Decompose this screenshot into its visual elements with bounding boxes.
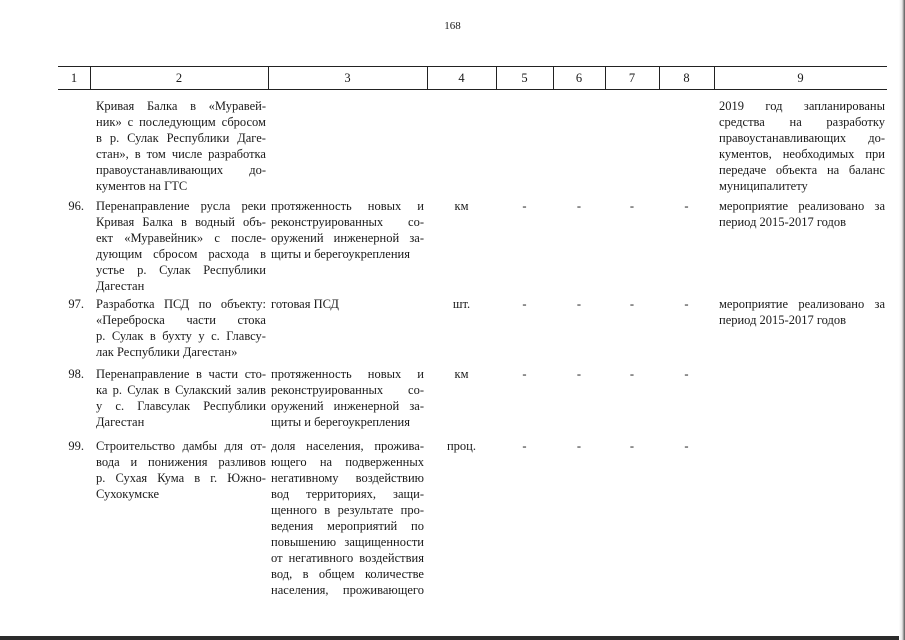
value-col6: - <box>576 367 582 381</box>
value-col5: - <box>522 199 527 213</box>
measure-description <box>96 98 266 194</box>
text-line: 2019 год запланированы <box>719 99 885 113</box>
value-col8: - <box>684 199 689 213</box>
column-header-7: 7 <box>628 71 636 85</box>
measure-description <box>96 366 266 430</box>
scan-edge-bottom <box>0 636 905 640</box>
text-line: устье р. Сулак Республики <box>96 263 266 277</box>
text-line: кументов, необходимых при <box>719 147 885 161</box>
text-line: Перенаправление в части сто- <box>96 367 266 381</box>
value-col6: - <box>576 297 582 311</box>
text-line: ведения мероприятий по <box>271 519 424 533</box>
text-line: доля населения, прожива- <box>271 439 424 453</box>
note <box>719 296 885 328</box>
text-line: Дагестан <box>96 415 145 429</box>
text-line: щиты и берегоукрепления <box>271 415 410 429</box>
text-line: муниципалитету <box>719 179 808 193</box>
column-header-8: 8 <box>683 71 690 85</box>
text-line: населения, проживающего <box>271 583 424 597</box>
text-line: оружений инженерной за- <box>271 399 424 413</box>
text-line: ющего на подверженных <box>271 455 424 469</box>
column-header-6: 6 <box>575 71 583 85</box>
text-line: реконструированных со- <box>271 215 424 229</box>
measure-description <box>96 198 266 294</box>
text-line: кументов на ГТС <box>96 179 188 193</box>
page-number: 168 <box>444 20 461 32</box>
text-line: вод территориях, защи- <box>271 487 424 501</box>
indicator <box>271 438 424 598</box>
text-line: р. Сухая Кума в г. Южно- <box>96 471 266 485</box>
unit: проц. <box>446 439 476 453</box>
unit: шт. <box>452 297 471 311</box>
indicator <box>271 198 424 262</box>
column-header-1: 1 <box>70 71 78 85</box>
note <box>719 98 885 194</box>
value-col7: - <box>629 297 635 311</box>
text-line: Дагестан <box>96 279 145 293</box>
value-col8: - <box>684 367 689 381</box>
text-line: вод, в общем количестве <box>271 567 424 581</box>
unit: км <box>454 199 469 213</box>
text-line: Строительство дамбы для от- <box>96 439 266 453</box>
text-line: стан», в том числе разработка <box>96 147 266 161</box>
text-line: правоустанавливающих до- <box>96 163 266 177</box>
value-col8: - <box>684 297 689 311</box>
unit: км <box>454 367 469 381</box>
text-line: средства на разработку <box>719 115 885 129</box>
text-line: ка р. Сулак в Сулакский залив <box>96 383 266 397</box>
text-line: у с. Главсулак Республики <box>96 399 266 413</box>
text-line: оружений инженерной за- <box>271 231 424 245</box>
text-line: Сухокумске <box>96 487 160 501</box>
text-line: протяженность новых и <box>271 199 424 213</box>
text-line: «Переброска части стока <box>96 313 266 327</box>
scan-edge-right <box>899 0 905 640</box>
text-line: период 2015-2017 годов <box>719 313 847 327</box>
text-line: щиты и берегоукрепления <box>271 247 410 261</box>
text-line: ект «Муравейник» с после- <box>96 231 266 245</box>
text-line: лак Республики Дагестан» <box>96 345 238 359</box>
measure-description <box>96 296 266 360</box>
column-header-9: 9 <box>797 71 804 85</box>
indicator <box>271 296 424 312</box>
row-number: 98. <box>68 367 84 381</box>
value-col8: - <box>684 439 689 453</box>
text-line: Кривая Балка в водный объ- <box>96 215 266 229</box>
text-line: от негативного воздействия <box>271 551 424 565</box>
text-line: Перенаправление русла реки <box>96 199 266 213</box>
text-line: р. Сулак в бухту у с. Главсу- <box>96 329 266 343</box>
value-col7: - <box>629 199 635 213</box>
text-line: Кривая Балка в «Муравей- <box>96 99 266 113</box>
text-line: протяженность новых и <box>271 367 424 381</box>
text-line: передаче объекта на баланс <box>719 163 885 177</box>
text-line: Разработка ПСД по объекту: <box>96 297 266 311</box>
text-line: негативному воздействию <box>271 471 424 485</box>
text-line: готовая ПСД <box>271 297 339 311</box>
value-col6: - <box>576 439 582 453</box>
text-line: ник» с последующим сбросом <box>96 115 266 129</box>
value-col5: - <box>522 367 527 381</box>
text-line: повышению защищенности <box>271 535 424 549</box>
text-line: дующим сбросом расхода в <box>96 247 266 261</box>
column-header-3: 3 <box>344 71 351 85</box>
column-header-5: 5 <box>521 71 528 85</box>
value-col7: - <box>629 439 635 453</box>
value-col5: - <box>522 297 527 311</box>
text-line: реконструированных со- <box>271 383 424 397</box>
text-line: мероприятие реализовано за <box>719 199 885 213</box>
text-line: в р. Сулак Республики Даге- <box>96 131 266 145</box>
text-line: вода и понижения разливов <box>96 455 266 469</box>
measure-description <box>96 438 266 502</box>
text-line: мероприятие реализовано за <box>719 297 885 311</box>
text-line: щенного в результате про- <box>271 503 424 517</box>
row-number: 97. <box>68 297 84 311</box>
value-col7: - <box>629 367 635 381</box>
column-header-2: 2 <box>175 71 183 85</box>
note <box>719 198 885 230</box>
text-line: период 2015-2017 годов <box>719 215 847 229</box>
indicator <box>271 366 424 430</box>
row-number: 96. <box>68 199 84 213</box>
column-header-4: 4 <box>458 71 465 85</box>
value-col5: - <box>522 439 527 453</box>
row-number: 99. <box>68 439 84 453</box>
value-col6: - <box>576 199 582 213</box>
text-line: правоустанавливающих до- <box>719 131 885 145</box>
